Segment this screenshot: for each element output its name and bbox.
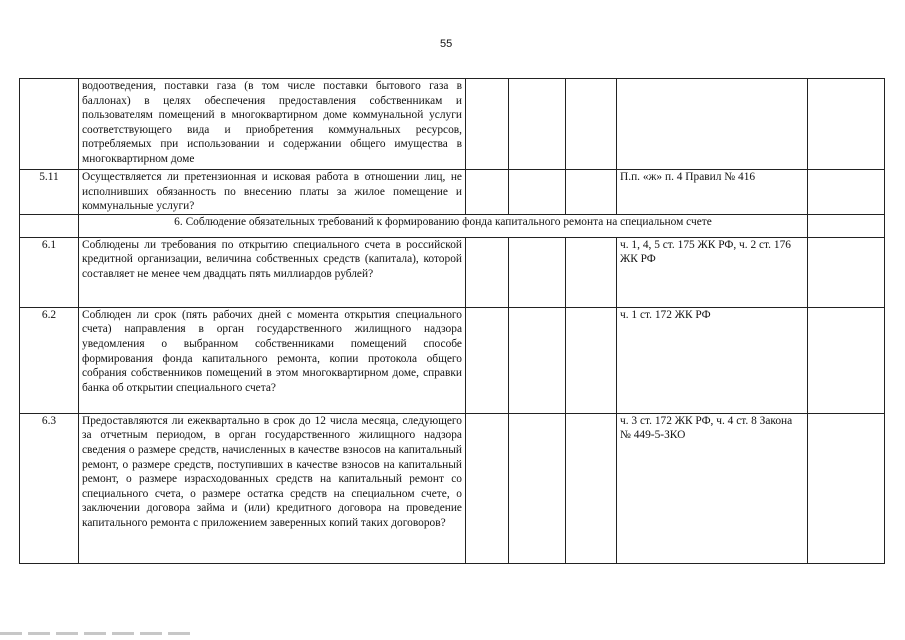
requirement-text: Соблюдены ли требования по открытию специального счета в российской кредитной организации, величина собственных средств (капитала), которой составляет не менее чем двадцать пять миллиардов рублей?	[79, 237, 466, 307]
answer-no-cell	[509, 79, 566, 170]
answer-yes-cell	[466, 413, 509, 563]
notes-cell	[808, 307, 885, 413]
row-number: 6.2	[20, 307, 79, 413]
section-heading: 6. Соблюдение обязательных требований к формированию фонда капитального ремонта на специальном счете	[79, 214, 808, 237]
notes-cell	[808, 214, 885, 237]
requirement-text: Предоставляются ли ежеквартально в срок до 12 числа месяца, следующего за отчетным периодом, в орган государственного жилищного надзора сведения о размере средств, начисленных в качестве взносов на капитальный ремонт, о размере средств, поступивших в качестве взносов на капитальный ремонт, о размере израсходованных средств на капитальный ремонт со специального счета, о размере остатка средств на специальном счете, о заключении договора займа и (или) кредитного договора на проведение капитального ремонта с приложением заверенных копий таких договоров?	[79, 413, 466, 563]
section-blank-cell	[20, 214, 79, 237]
page-number: 55	[440, 38, 453, 50]
legal-reference	[617, 79, 808, 170]
requirement-text: Осуществляется ли претензионная и исковая работа в отношении лиц, не исполнивших обязанность по внесению платы за жилое помещение и коммунальные услуги?	[79, 170, 466, 215]
legal-reference: П.п. «ж» п. 4 Правил № 416	[617, 170, 808, 215]
requirement-text: Соблюден ли срок (пять рабочих дней с момента открытия специального счета) направления в орган государственного жилищного надзора уведомления о выбранном собственниками помещений способе формирования фонда капитального ремонта, копии протокола общего собрания собственников помещений в этом многоквартирном доме, справки банка об открытии специального счета?	[79, 307, 466, 413]
table-row	[20, 307, 885, 413]
answer-no-cell	[509, 413, 566, 563]
row-number: 6.3	[20, 413, 79, 563]
scan-artifact	[0, 632, 190, 635]
table-row	[20, 413, 885, 563]
notes-cell	[808, 237, 885, 307]
answer-na-cell	[566, 307, 617, 413]
answer-na-cell	[566, 79, 617, 170]
section-row	[20, 214, 885, 237]
table-row	[20, 79, 885, 170]
answer-no-cell	[509, 237, 566, 307]
answer-no-cell	[509, 170, 566, 215]
legal-reference: ч. 1, 4, 5 ст. 175 ЖК РФ, ч. 2 ст. 176 ЖК РФ	[617, 237, 808, 307]
row-number	[20, 79, 79, 170]
row-number: 6.1	[20, 237, 79, 307]
legal-reference: ч. 3 ст. 172 ЖК РФ, ч. 4 ст. 8 Закона № 449-5-ЗКО	[617, 413, 808, 563]
answer-na-cell	[566, 237, 617, 307]
answer-na-cell	[566, 413, 617, 563]
answer-yes-cell	[466, 237, 509, 307]
answer-yes-cell	[466, 307, 509, 413]
checklist-table	[19, 78, 885, 564]
requirement-text: водоотведения, поставки газа (в том числе поставки бытового газа в баллонах) в целях обеспечения предоставления собственникам и пользователям помещений в многоквартирном доме коммунальной услуги соответствующего вида и приобретения коммунальных ресурсов, потребляемых при использовании и содержании общего имущества в многоквартирном доме	[79, 79, 466, 170]
table-row	[20, 170, 885, 215]
row-number: 5.11	[20, 170, 79, 215]
answer-yes-cell	[466, 170, 509, 215]
notes-cell	[808, 170, 885, 215]
answer-no-cell	[509, 307, 566, 413]
notes-cell	[808, 79, 885, 170]
table-row	[20, 237, 885, 307]
answer-yes-cell	[466, 79, 509, 170]
notes-cell	[808, 413, 885, 563]
legal-reference: ч. 1 ст. 172 ЖК РФ	[617, 307, 808, 413]
answer-na-cell	[566, 170, 617, 215]
